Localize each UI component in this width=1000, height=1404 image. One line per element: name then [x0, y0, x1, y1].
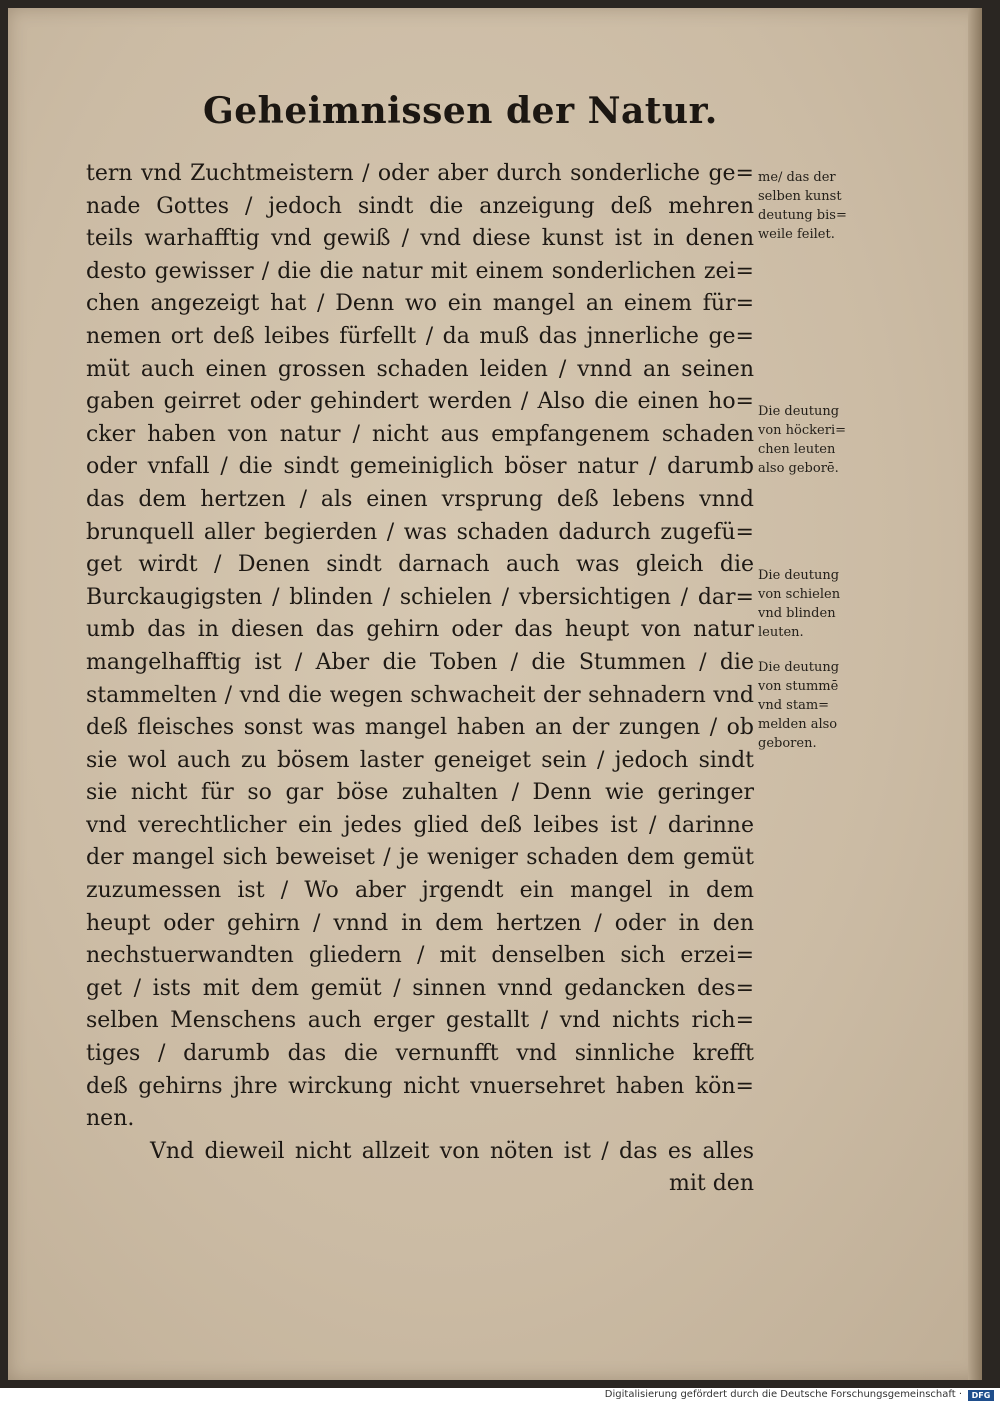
text-line: stammelten / vnd die wegen schwacheit der sehnadern vnd — [86, 682, 754, 708]
dfg-logo: DFG — [968, 1390, 994, 1401]
text-line: nemen ort deß leibes fürfellt / da muß das jnnerliche ge= — [86, 323, 754, 349]
margin-note — [758, 168, 876, 244]
text-line: chen angezeigt hat / Denn wo ein mangel an einem für= — [86, 291, 754, 317]
funding-credit: Digitalisierung gefördert durch die Deutsche Forschungsgemeinschaft · — [604, 1389, 962, 1400]
margin-note-line: selben kunst — [758, 189, 842, 204]
text-line: heupt oder gehirn / vnnd in dem hertzen / oder in den — [86, 910, 754, 936]
margin-note-line: weile feilet. — [758, 227, 835, 242]
text-line: gaben geirret oder gehindert werden / Also die einen ho= — [86, 389, 754, 415]
text-line: nen. — [86, 1106, 135, 1132]
margin-note-line: von stummē — [758, 679, 839, 694]
paragraph-start-line: Vnd dieweil nicht allzeit von nöten ist / das es alles — [150, 1138, 754, 1164]
text-line: teils warhafftig vnd gewiß / vnd diese kunst ist in denen — [86, 226, 754, 252]
margin-note — [758, 402, 876, 478]
margin-note-line: also geborē. — [758, 461, 839, 476]
text-line: tern vnd Zuchtmeistern / oder aber durch sonderliche ge= — [86, 161, 754, 186]
digitization-footer — [0, 1388, 1000, 1404]
text-line: cker haben von natur / nicht aus empfangenem schaden — [86, 421, 754, 447]
body-text — [86, 158, 754, 1201]
catchword-line: mit den — [668, 1171, 754, 1197]
text-line: get wirdt / Denen sindt darnach auch was gleich die — [86, 552, 754, 578]
margin-note-line: geboren. — [758, 736, 817, 751]
text-line: zuzumessen ist / Wo aber jrgendt ein mangel in dem — [86, 878, 754, 904]
margin-note — [758, 658, 876, 753]
margin-note-line: vnd stam= — [758, 698, 830, 713]
text-line: umb das in diesen das gehirn oder das heupt von natur — [86, 617, 754, 643]
margin-note-line: chen leuten — [758, 442, 836, 457]
text-line: Burckaugigsten / blinden / schielen / vbersichtigen / dar= — [86, 584, 754, 610]
margin-note-line: von höckeri= — [758, 423, 846, 438]
text-line: nade Gottes / jedoch sindt die anzeigung deß mehren — [86, 193, 754, 219]
text-line: das dem hertzen / als einen vrsprung deß lebens vnnd — [86, 486, 754, 512]
text-line: tiges / darumb das die vernunfft vnd sinnliche krefft — [86, 1041, 754, 1067]
margin-note-line: melden also — [758, 717, 838, 732]
page-edge — [968, 8, 982, 1380]
margin-note-line: Die deutung — [758, 568, 840, 583]
margin-note — [758, 566, 876, 642]
margin-note-line: von schielen — [758, 587, 841, 602]
margin-note-line: Die deutung — [758, 404, 840, 419]
text-line: desto gewisser / die die natur mit einem sonderlichen zei= — [86, 258, 754, 284]
text-line: selben Menschens auch erger gestallt / vnd nichts rich= — [86, 1008, 754, 1034]
margin-note-line: me/ das der — [758, 170, 836, 185]
text-line: oder vnfall / die sindt gemeiniglich böser natur / darumb — [86, 454, 754, 480]
running-head: Geheimnissen der Natur. — [203, 90, 718, 132]
margin-note-line: deutung bis= — [758, 208, 847, 223]
text-line: brunquell aller begierden / was schaden dadurch zugefü= — [86, 519, 754, 545]
margin-note-line: Die deutung — [758, 660, 840, 675]
margin-note-line: leuten. — [758, 625, 804, 640]
margin-note-line: vnd blinden — [758, 606, 836, 621]
text-line: müt auch einen grossen schaden leiden / vnnd an seinen — [86, 356, 754, 382]
text-line: sie nicht für so gar böse zuhalten / Denn wie geringer — [86, 780, 754, 806]
book-page — [8, 8, 982, 1380]
text-line: vnd verechtlicher ein jedes glied deß leibes ist / darinne — [86, 812, 754, 838]
text-line: der mangel sich beweiset / je weniger schaden dem gemüt — [86, 845, 754, 871]
text-line: deß fleisches sonst was mangel haben an der zungen / ob — [86, 715, 754, 741]
text-line: nechstuerwandten gliedern / mit denselben sich erzei= — [86, 943, 754, 969]
text-line: mangelhafftig ist / Aber die Toben / die Stummen / die — [86, 649, 754, 675]
text-line: get / ists mit dem gemüt / sinnen vnnd gedancken des= — [86, 975, 754, 1001]
text-line: deß gehirns jhre wirckung nicht vnuersehret haben kön= — [86, 1073, 754, 1099]
text-line: sie wol auch zu bösem laster geneiget sein / jedoch sindt — [86, 747, 754, 773]
